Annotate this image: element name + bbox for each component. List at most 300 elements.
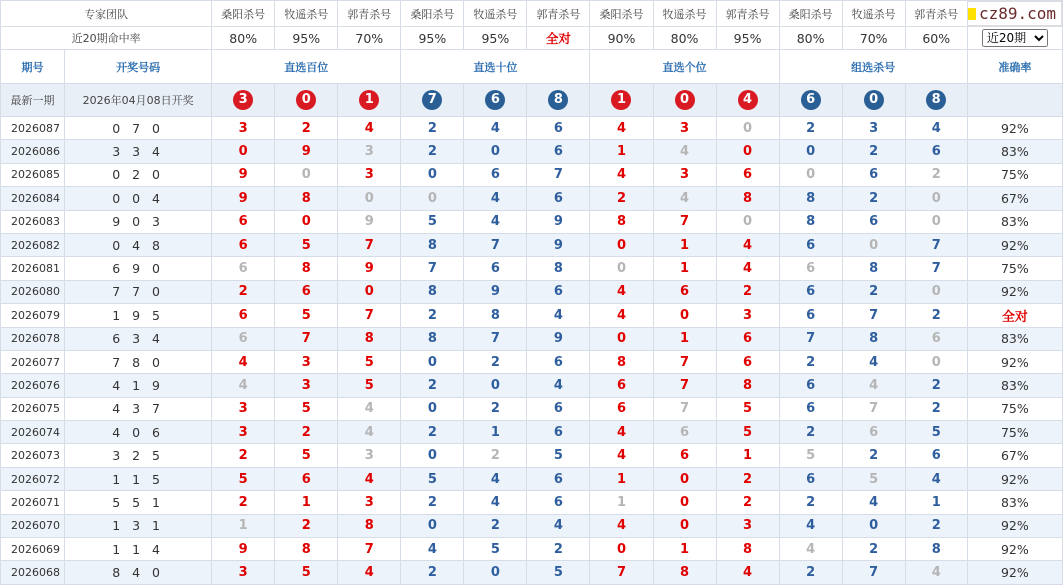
period-column-header: 期号 (1, 50, 65, 84)
hit-rate: 80% (653, 27, 716, 50)
kill-number: 0 (338, 280, 401, 303)
kill-number: 2 (212, 491, 275, 514)
latest-ball-cell (842, 84, 905, 117)
hit-rate-label: 近20期命中率 (1, 27, 212, 50)
kill-number: 6 (212, 327, 275, 350)
kill-number: 5 (527, 444, 590, 467)
kill-number: 4 (842, 350, 905, 373)
draw-numbers: 0 7 0 (65, 117, 212, 140)
kill-number: 8 (716, 187, 779, 210)
kill-number: 7 (527, 163, 590, 186)
kill-number: 7 (653, 350, 716, 373)
draw-numbers: 4 1 9 (65, 374, 212, 397)
kill-number: 4 (212, 350, 275, 373)
kill-number: 0 (275, 163, 338, 186)
kill-number: 2 (779, 421, 842, 444)
kill-number: 2 (905, 514, 967, 537)
period-number: 2026083 (1, 210, 65, 233)
number-ball: 6 (801, 90, 821, 110)
kill-number: 5 (401, 467, 464, 490)
kill-number: 6 (779, 374, 842, 397)
kill-number: 6 (653, 421, 716, 444)
number-ball: 1 (611, 90, 631, 110)
accuracy-value: 92% (967, 467, 1062, 490)
kill-number: 4 (905, 561, 967, 584)
kill-number: 4 (653, 187, 716, 210)
draw-numbers: 1 1 4 (65, 538, 212, 561)
kill-number: 9 (275, 140, 338, 163)
team-label: 专家团队 (1, 1, 212, 27)
kill-number: 3 (338, 444, 401, 467)
kill-number: 4 (464, 491, 527, 514)
kill-number: 9 (212, 163, 275, 186)
kill-number: 0 (905, 350, 967, 373)
table-row (1, 514, 1063, 537)
kill-number: 8 (590, 350, 653, 373)
period-select-cell (967, 27, 1062, 50)
latest-ball-cell (401, 84, 464, 117)
kill-number: 3 (842, 117, 905, 140)
kill-number: 6 (464, 257, 527, 280)
hit-rate: 70% (338, 27, 401, 50)
kill-number: 0 (401, 350, 464, 373)
kill-number: 1 (905, 491, 967, 514)
kill-number: 6 (527, 421, 590, 444)
accuracy-value: 75% (967, 257, 1062, 280)
kill-number: 2 (905, 163, 967, 186)
period-number: 2026085 (1, 163, 65, 186)
kill-number: 1 (590, 491, 653, 514)
site-logo[interactable] (967, 1, 1062, 26)
kill-number: 0 (716, 117, 779, 140)
kill-number: 8 (401, 233, 464, 256)
kill-number: 5 (527, 561, 590, 584)
accuracy-value: 67% (967, 444, 1062, 467)
latest-label: 最新一期 (1, 84, 65, 117)
accuracy-value: 92% (967, 514, 1062, 537)
kill-number: 0 (653, 304, 716, 327)
period-select[interactable] (982, 29, 1048, 47)
period-number: 2026069 (1, 538, 65, 561)
expert-name: 郭青杀号 (338, 1, 401, 27)
kill-number: 6 (590, 397, 653, 420)
table-row (1, 374, 1063, 397)
kill-number: 6 (653, 280, 716, 303)
number-ball: 6 (485, 90, 505, 110)
kill-number: 3 (653, 163, 716, 186)
period-number: 2026078 (1, 327, 65, 350)
kill-number: 5 (275, 397, 338, 420)
table-row (1, 210, 1063, 233)
logo-square-icon (967, 8, 976, 20)
kill-number: 4 (590, 280, 653, 303)
kill-number: 4 (842, 374, 905, 397)
latest-ball-cell (716, 84, 779, 117)
kill-number: 4 (905, 117, 967, 140)
kill-number: 6 (905, 327, 967, 350)
kill-number: 8 (905, 538, 967, 561)
kill-number: 3 (338, 140, 401, 163)
kill-number: 1 (590, 140, 653, 163)
kill-number: 1 (716, 444, 779, 467)
kill-number: 4 (842, 491, 905, 514)
kill-number: 7 (842, 397, 905, 420)
kill-number: 6 (842, 163, 905, 186)
period-number: 2026076 (1, 374, 65, 397)
group-header-hundreds: 直选百位 (212, 50, 401, 84)
draw-numbers: 0 0 4 (65, 187, 212, 210)
kill-number: 0 (716, 210, 779, 233)
kill-number: 4 (590, 444, 653, 467)
kill-number: 0 (464, 140, 527, 163)
kill-number: 3 (338, 491, 401, 514)
table-row (1, 187, 1063, 210)
accuracy-value: 75% (967, 397, 1062, 420)
accuracy-value: 83% (967, 374, 1062, 397)
kill-number: 6 (590, 374, 653, 397)
group-header-group-kill: 组选杀号 (779, 50, 967, 84)
kill-number: 0 (590, 538, 653, 561)
kill-number: 4 (653, 140, 716, 163)
kill-number: 7 (905, 257, 967, 280)
number-ball: 0 (864, 90, 884, 110)
draw-numbers: 1 9 5 (65, 304, 212, 327)
table-row (1, 538, 1063, 561)
kill-number: 6 (779, 233, 842, 256)
kill-number: 8 (842, 257, 905, 280)
logo-text: cz89.com (979, 4, 1057, 23)
draw-column-header: 开奖号码 (65, 50, 212, 84)
accuracy-value: 92% (967, 350, 1062, 373)
period-number: 2026074 (1, 421, 65, 444)
column-header-row (1, 50, 1063, 84)
kill-number: 6 (842, 210, 905, 233)
kill-number: 1 (653, 233, 716, 256)
latest-ball-cell (527, 84, 590, 117)
kill-number: 6 (527, 491, 590, 514)
kill-number: 6 (212, 304, 275, 327)
table-row (1, 327, 1063, 350)
table-row (1, 233, 1063, 256)
accuracy-value: 67% (967, 187, 1062, 210)
kill-number: 4 (779, 538, 842, 561)
table-row (1, 397, 1063, 420)
latest-ball-cell (212, 84, 275, 117)
hit-rate: 全对 (527, 27, 590, 50)
draw-numbers: 1 1 5 (65, 467, 212, 490)
kill-number: 4 (716, 561, 779, 584)
kill-number: 6 (212, 210, 275, 233)
kill-number: 1 (653, 327, 716, 350)
kill-number: 2 (275, 117, 338, 140)
latest-ball-cell (275, 84, 338, 117)
kill-number: 6 (275, 467, 338, 490)
kill-number: 3 (212, 397, 275, 420)
table-row (1, 280, 1063, 303)
expert-name: 牧遥杀号 (842, 1, 905, 27)
draw-numbers: 4 3 7 (65, 397, 212, 420)
hit-rate: 70% (842, 27, 905, 50)
accuracy-value: 92% (967, 233, 1062, 256)
logo-cell (967, 1, 1062, 27)
kill-number: 6 (905, 444, 967, 467)
kill-number: 1 (464, 421, 527, 444)
kill-number: 7 (338, 304, 401, 327)
kill-number: 5 (338, 374, 401, 397)
kill-number: 2 (401, 491, 464, 514)
kill-number: 0 (779, 140, 842, 163)
kill-number: 5 (275, 561, 338, 584)
kill-number: 2 (212, 444, 275, 467)
accuracy-value: 75% (967, 421, 1062, 444)
kill-number: 9 (527, 233, 590, 256)
kill-number: 6 (527, 187, 590, 210)
kill-number: 2 (464, 397, 527, 420)
period-number: 2026086 (1, 140, 65, 163)
kill-number: 9 (527, 210, 590, 233)
kill-number: 1 (212, 514, 275, 537)
hit-rate: 80% (212, 27, 275, 50)
kill-number: 4 (779, 514, 842, 537)
kill-number: 0 (401, 444, 464, 467)
expert-name: 郭青杀号 (716, 1, 779, 27)
kill-number: 7 (275, 327, 338, 350)
kill-number: 5 (905, 421, 967, 444)
kill-number: 6 (779, 304, 842, 327)
kill-number: 0 (590, 327, 653, 350)
kill-number: 2 (716, 467, 779, 490)
kill-number: 2 (401, 561, 464, 584)
kill-number: 7 (338, 233, 401, 256)
number-ball: 7 (422, 90, 442, 110)
group-header-units: 直选个位 (590, 50, 779, 84)
kill-number: 0 (653, 491, 716, 514)
kill-number: 6 (716, 163, 779, 186)
latest-draw-row (1, 84, 1063, 117)
kill-number: 1 (653, 257, 716, 280)
kill-number: 2 (464, 514, 527, 537)
kill-number: 2 (401, 374, 464, 397)
latest-ball-cell (464, 84, 527, 117)
kill-number: 0 (716, 140, 779, 163)
kill-number: 4 (464, 187, 527, 210)
kill-number: 9 (338, 210, 401, 233)
kill-number: 8 (842, 327, 905, 350)
kill-number: 2 (401, 421, 464, 444)
kill-number: 4 (590, 514, 653, 537)
expert-name: 郭青杀号 (527, 1, 590, 27)
kill-number: 9 (338, 257, 401, 280)
accuracy-value: 83% (967, 491, 1062, 514)
kill-number: 5 (338, 350, 401, 373)
kill-number: 4 (590, 421, 653, 444)
kill-number: 2 (212, 280, 275, 303)
accuracy-value: 92% (967, 280, 1062, 303)
kill-number: 6 (275, 280, 338, 303)
hit-rate: 95% (716, 27, 779, 50)
accuracy-value: 全对 (967, 304, 1062, 327)
kill-number: 8 (590, 210, 653, 233)
kill-number: 2 (275, 421, 338, 444)
draw-numbers: 6 9 0 (65, 257, 212, 280)
kill-number: 0 (275, 210, 338, 233)
kill-number: 6 (842, 421, 905, 444)
kill-number: 0 (653, 467, 716, 490)
number-ball: 0 (675, 90, 695, 110)
table-row (1, 163, 1063, 186)
kill-number: 7 (905, 233, 967, 256)
kill-number: 8 (716, 374, 779, 397)
kill-number: 4 (338, 421, 401, 444)
kill-number: 4 (590, 117, 653, 140)
expert-name: 牧遥杀号 (653, 1, 716, 27)
kill-number: 2 (464, 444, 527, 467)
kill-number: 4 (338, 467, 401, 490)
kill-number: 4 (401, 538, 464, 561)
table-row (1, 257, 1063, 280)
draw-numbers: 5 5 1 (65, 491, 212, 514)
kill-number: 4 (464, 210, 527, 233)
kill-number: 0 (464, 561, 527, 584)
kill-number: 7 (842, 561, 905, 584)
kill-number: 2 (401, 140, 464, 163)
kill-number: 2 (779, 561, 842, 584)
draw-numbers: 3 3 4 (65, 140, 212, 163)
kill-number: 4 (338, 397, 401, 420)
kill-number: 3 (716, 304, 779, 327)
kill-number: 3 (212, 117, 275, 140)
period-number: 2026087 (1, 117, 65, 140)
group-header-tens: 直选十位 (401, 50, 590, 84)
kill-number: 3 (338, 163, 401, 186)
kill-number: 5 (779, 444, 842, 467)
kill-number: 6 (212, 233, 275, 256)
period-number: 2026075 (1, 397, 65, 420)
accuracy-value: 83% (967, 210, 1062, 233)
kill-number: 8 (401, 280, 464, 303)
kill-number: 0 (653, 514, 716, 537)
kill-number: 4 (527, 514, 590, 537)
kill-number: 0 (842, 514, 905, 537)
kill-number: 8 (401, 327, 464, 350)
table-row (1, 304, 1063, 327)
kill-number: 7 (842, 304, 905, 327)
number-ball: 8 (926, 90, 946, 110)
kill-number: 3 (653, 117, 716, 140)
kill-number: 6 (905, 140, 967, 163)
number-ball: 0 (296, 90, 316, 110)
accuracy-value: 83% (967, 140, 1062, 163)
kill-number: 3 (275, 350, 338, 373)
accuracy-value: 92% (967, 561, 1062, 584)
kill-number: 9 (464, 280, 527, 303)
accuracy-column-header: 准确率 (967, 50, 1062, 84)
kill-number: 3 (275, 374, 338, 397)
latest-draw-date: 2026年04月08日开奖 (65, 84, 212, 117)
hit-rate: 95% (275, 27, 338, 50)
kill-number: 7 (653, 374, 716, 397)
number-ball: 3 (233, 90, 253, 110)
expert-name: 郭青杀号 (905, 1, 967, 27)
kill-number: 0 (338, 187, 401, 210)
kill-number: 2 (779, 117, 842, 140)
draw-numbers: 8 4 0 (65, 561, 212, 584)
kill-number: 0 (779, 163, 842, 186)
accuracy-value: 83% (967, 327, 1062, 350)
kill-number: 6 (716, 327, 779, 350)
draw-numbers: 0 4 8 (65, 233, 212, 256)
table-row (1, 491, 1063, 514)
period-number: 2026080 (1, 280, 65, 303)
kill-number: 6 (212, 257, 275, 280)
table-row (1, 117, 1063, 140)
kill-number: 6 (716, 350, 779, 373)
hit-rate-row (1, 27, 1063, 50)
kill-number: 4 (464, 117, 527, 140)
draw-numbers: 6 3 4 (65, 327, 212, 350)
kill-number: 7 (779, 327, 842, 350)
kill-number: 2 (275, 514, 338, 537)
kill-number: 0 (905, 210, 967, 233)
kill-number: 2 (779, 491, 842, 514)
expert-name: 牧遥杀号 (275, 1, 338, 27)
kill-number: 2 (842, 280, 905, 303)
number-ball: 4 (738, 90, 758, 110)
kill-number: 2 (527, 538, 590, 561)
hit-rate: 95% (401, 27, 464, 50)
kill-number: 2 (905, 304, 967, 327)
table-row (1, 350, 1063, 373)
kill-number: 2 (716, 491, 779, 514)
kill-number: 2 (779, 350, 842, 373)
accuracy-value: 92% (967, 117, 1062, 140)
kill-number: 9 (527, 327, 590, 350)
kill-number: 8 (464, 304, 527, 327)
kill-number: 1 (590, 467, 653, 490)
table-row (1, 421, 1063, 444)
kill-number: 8 (653, 561, 716, 584)
kill-number: 7 (464, 233, 527, 256)
kill-number: 4 (716, 233, 779, 256)
kill-number: 5 (212, 467, 275, 490)
latest-ball-cell (779, 84, 842, 117)
kill-number: 4 (464, 467, 527, 490)
expert-name: 桑阳杀号 (212, 1, 275, 27)
kill-number: 4 (527, 374, 590, 397)
period-number: 2026070 (1, 514, 65, 537)
period-number: 2026072 (1, 467, 65, 490)
accuracy-value: 75% (967, 163, 1062, 186)
kill-number: 3 (716, 514, 779, 537)
kill-number: 2 (464, 350, 527, 373)
period-number: 2026079 (1, 304, 65, 327)
kill-number: 4 (716, 257, 779, 280)
kill-number: 2 (842, 444, 905, 467)
draw-numbers: 7 8 0 (65, 350, 212, 373)
kill-number: 7 (590, 561, 653, 584)
kill-number: 0 (401, 514, 464, 537)
kill-number: 6 (779, 397, 842, 420)
kill-number: 6 (653, 444, 716, 467)
kill-number: 9 (212, 538, 275, 561)
table-row (1, 467, 1063, 490)
expert-name: 牧遥杀号 (464, 1, 527, 27)
expert-name: 桑阳杀号 (779, 1, 842, 27)
kill-number: 0 (905, 280, 967, 303)
kill-number: 0 (464, 374, 527, 397)
expert-name: 桑阳杀号 (590, 1, 653, 27)
kill-number: 7 (338, 538, 401, 561)
